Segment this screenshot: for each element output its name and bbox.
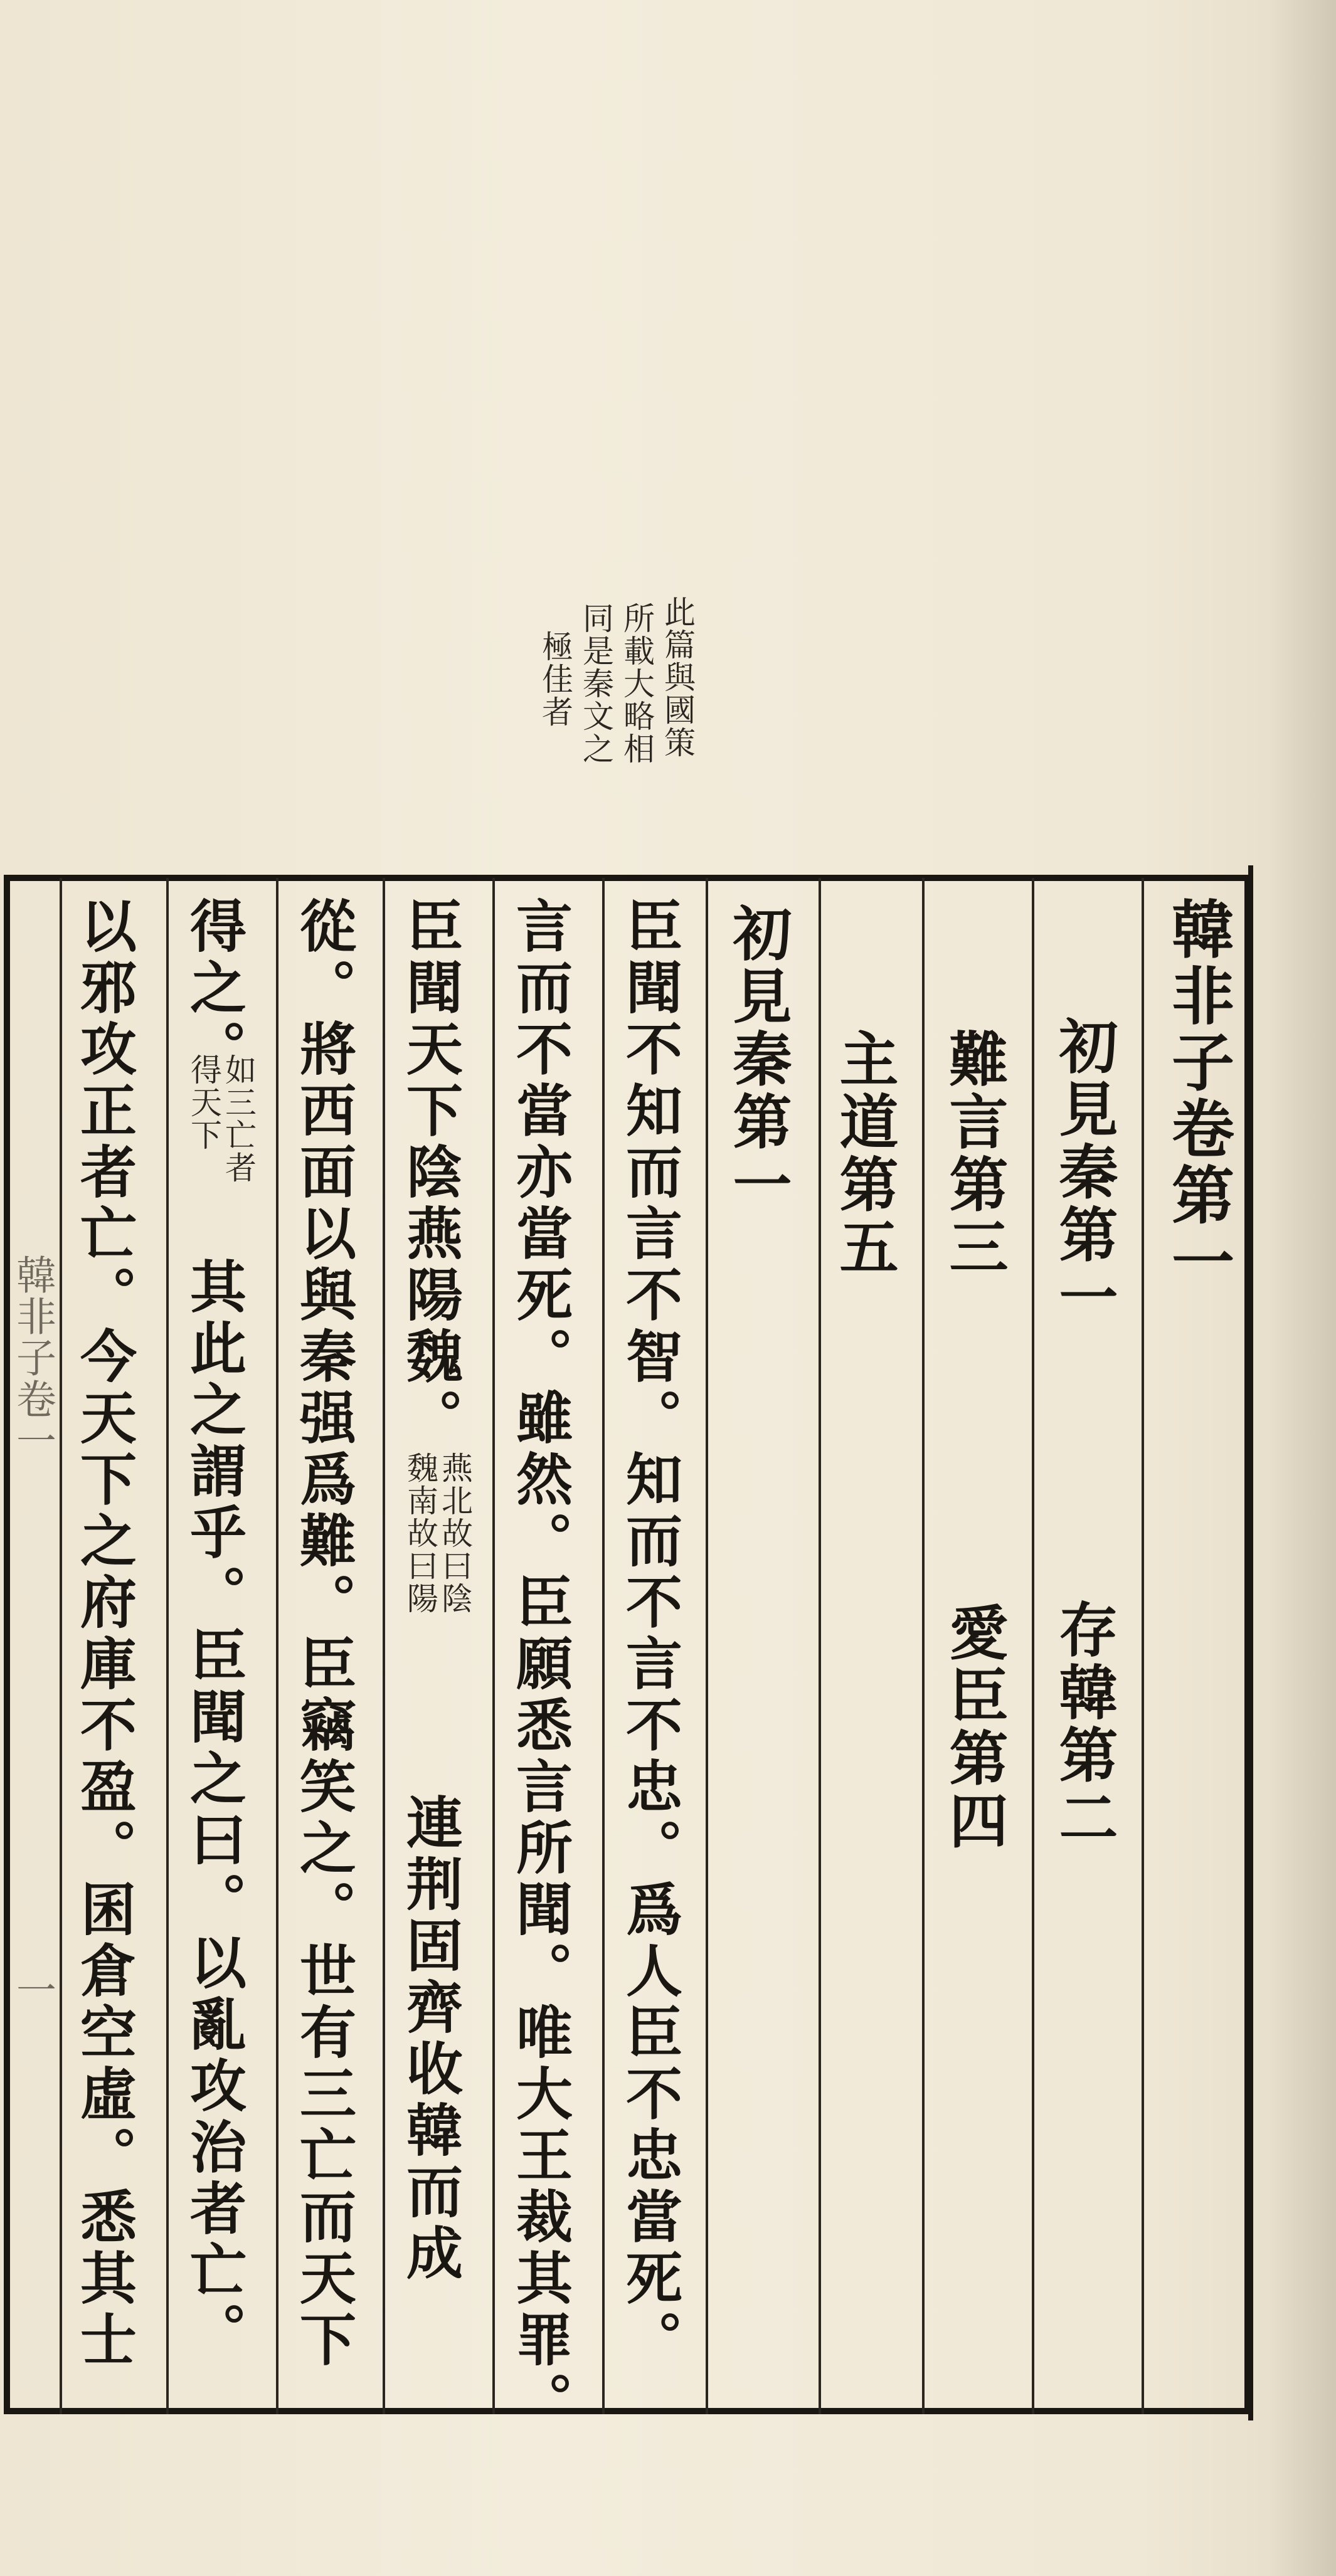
column-rule: [922, 878, 925, 2414]
body-column-6: 以邪攻正者亡。今天下之府庫不盈。囷倉空虛。悉其士: [70, 897, 137, 2372]
toc-entry-1: 初見秦第一: [1049, 1016, 1118, 1329]
page-edge-shadow: [1267, 0, 1336, 2576]
frame-right-border: [1248, 865, 1253, 2420]
body-column-3-note-right: 燕北故曰陰: [437, 1452, 473, 1615]
head-note-line-2: 所載大略相: [618, 602, 655, 765]
column-rule: [276, 878, 278, 2414]
margin-label: 韓非子卷一: [9, 1254, 56, 1461]
body-column-1: 臣聞不知而言不智。知而不言不忠。爲人臣不忠當死。: [616, 897, 682, 2372]
book-title: 韓非子卷第一: [1161, 897, 1235, 1296]
body-column-3-main-b: 連荆固齊收韓而成: [396, 1793, 463, 2285]
toc-entry-4: 愛臣第四: [939, 1602, 1008, 1853]
body-column-3-note-left: 魏南故曰陽: [402, 1452, 438, 1615]
toc-entry-2: 存韓第二: [1049, 1599, 1118, 1850]
column-rule: [492, 878, 495, 2414]
head-note-line-1: 此篇與國策: [659, 596, 696, 759]
body-column-5-note-left: 得天下: [186, 1053, 222, 1151]
head-note-line-3: 同是秦文之: [578, 602, 614, 765]
column-rule: [1032, 878, 1034, 2414]
chapter-heading: 初見秦第一: [723, 903, 792, 1217]
head-note-line-4: 極佳者: [537, 630, 573, 728]
body-column-5-main-a: 得之。: [180, 897, 247, 1081]
folio-number: 一: [9, 1969, 56, 2010]
column-rule: [819, 878, 821, 2414]
column-rule: [1142, 878, 1144, 2414]
column-rule: [602, 878, 605, 2414]
body-column-2: 言而不當亦當死。雖然。臣願悉言所聞。唯大王裁其罪。: [506, 897, 573, 2433]
toc-entry-3: 難言第三: [939, 1028, 1008, 1279]
column-rule: [60, 878, 62, 2414]
column-rule: [166, 878, 169, 2414]
body-column-5-main-b: 其此之謂乎。臣聞之曰。以亂攻治者亡。: [180, 1257, 247, 2363]
body-column-5-note-right: 如三亡者: [220, 1053, 257, 1184]
toc-entry-5: 主道第五: [829, 1028, 898, 1279]
column-rule: [706, 878, 708, 2414]
body-column-4: 從。將西面以與秦强爲難。臣竊笑之。世有三亡而天下: [290, 897, 356, 2372]
body-column-3-main-a: 臣聞天下陰燕陽魏。: [396, 897, 463, 1450]
column-rule: [383, 878, 385, 2414]
